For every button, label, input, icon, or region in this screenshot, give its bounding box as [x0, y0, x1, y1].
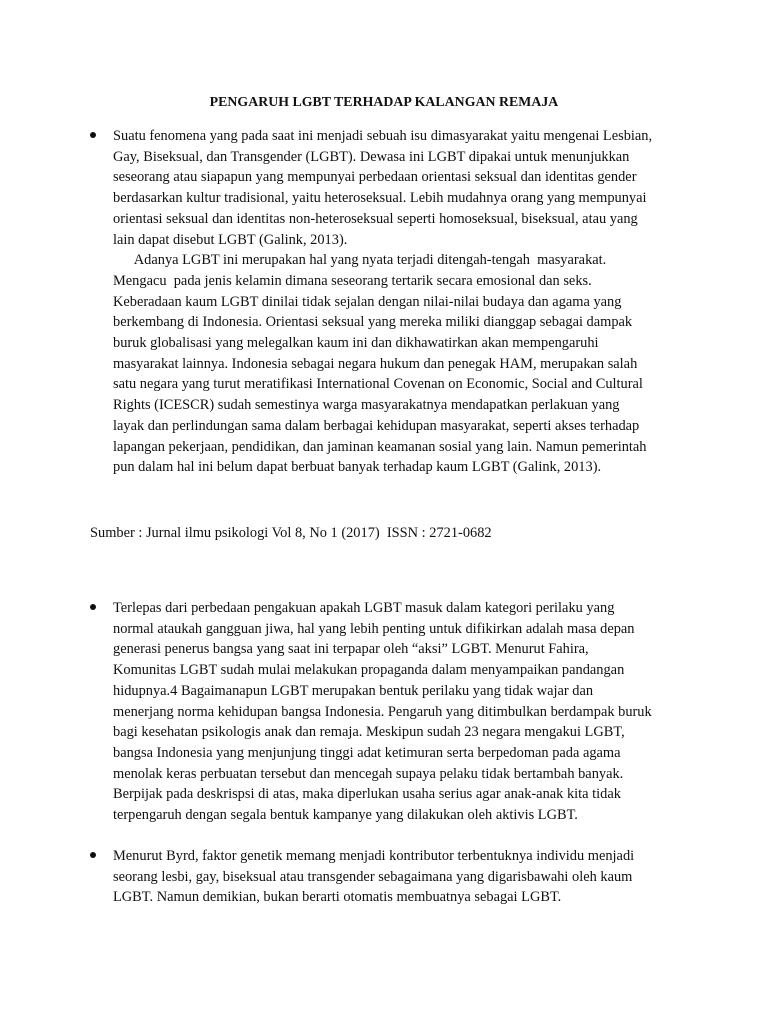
text-line: orientasi seksual dan identitas non-heteroseksual seperti homoseksual, biseksual, atau yang — [113, 210, 638, 227]
text-line: berkembang di Indonesia. Orientasi seksual yang mereka miliki dianggap sebagai dampak — [113, 314, 633, 331]
bullet-paragraph-1 — [113, 126, 688, 478]
bullet-icon — [90, 852, 96, 858]
source-citation: Sumber : Jurnal ilmu psikologi Vol 8, No 1 (2017) ISSN : 2721-0682 — [90, 525, 492, 541]
text-line: Suatu fenomena yang pada saat ini menjadi sebuah isu dimasyarakat yaitu mengenai Lesbian, — [113, 128, 653, 144]
text-line: terpengaruh dengan segala bentuk kampanye yang dilakukan oleh aktivis LGBT. — [113, 807, 578, 824]
text-line: lain dapat disebut LGBT (Galink, 2013). — [113, 231, 348, 248]
text-line: Komunitas LGBT sudah mulai melakukan propaganda dalam menyampaikan pandangan — [113, 662, 625, 679]
bullet-icon — [90, 604, 96, 610]
text-line: bangsa Indonesia yang menjunjung tinggi adat ketimuran serta berpedoman pada agama — [113, 744, 621, 761]
bullet-icon — [90, 132, 96, 138]
text-line: pun dalam hal ini belum dapat berbuat banyak terhadap kaum LGBT (Galink, 2013). — [113, 459, 602, 476]
text-line: LGBT. Namun demikian, bukan berarti otomatis membuatnya sebagai LGBT. — [113, 889, 562, 906]
text-line: seorang lesbi, gay, biseksual atau transgender sebagaimana yang digarisbawahi oleh kaum — [113, 868, 633, 885]
text-line: Terlepas dari perbedaan pengakuan apakah LGBT masuk dalam kategori perilaku yang — [113, 600, 615, 616]
text-line: Keberadaan kaum LGBT dinilai tidak sejalan dengan nilai-nilai budaya dan agama yang — [113, 293, 622, 310]
text-line: menolak keras perbuatan tersebut dan mencegah supaya pelaku tidak bertambah banyak. — [113, 765, 624, 782]
text-line: Menurut Byrd, faktor genetik memang menjadi kontributor terbentuknya individu menjadi — [113, 848, 635, 864]
text-line: Gay, Biseksual, dan Transgender (LGBT). Dewasa ini LGBT dipakai untuk menunjukkan — [113, 148, 630, 165]
text-line: berdasarkan kultur tradisional, yaitu heteroseksual. Lebih mudahnya orang yang mempunyai — [113, 190, 647, 207]
text-line: seseorang atau siapapun yang mempunyai perbedaan orientasi seksual dan identitas gender — [113, 169, 637, 186]
text-line: Berpijak pada deskrispsi di atas, maka diperlukan usaha serius agar anak-anak kita tidak — [113, 786, 621, 803]
text-line: Adanya LGBT ini merupakan hal yang nyata terjadi ditengah-tengah masyarakat. — [113, 252, 607, 269]
text-line: Rights (ICESCR) sudah semestinya warga masyarakatnya mendapatkan perlakuan yang — [113, 397, 620, 414]
text-line: normal ataukah gangguan jiwa, hal yang lebih penting untuk difikirkan adalah masa depan — [113, 620, 635, 637]
text-line: masyarakat lainnya. Indonesia sebagai negara hukum dan penegak HAM, merupakan salah — [113, 355, 638, 372]
text-line: layak dan perlindungan sama dalam berbagai kehidupan masyarakat, seperti akses terhadap — [113, 417, 640, 434]
text-line: lapangan pekerjaan, pendidikan, dan jaminan keamanan sosial yang lain. Namun pemerintah — [113, 438, 647, 455]
text-line: generasi penerus bangsa yang saat ini terpapar oleh “aksi” LGBT. Menurut Fahira, — [113, 641, 589, 658]
text-line: satu negara yang turut meratifikasi International Covenan on Economic, Social and Cultural — [113, 376, 643, 393]
text-line: bagi kesehatan psikologis anak dan remaja. Meskipun sudah 23 negara mengakui LGBT, — [113, 724, 625, 741]
text-line: hidupnya.4 Bagaimanapun LGBT merupakan bentuk perilaku yang tidak wajar dan — [113, 682, 594, 699]
bullet-paragraph-2 — [113, 598, 688, 826]
text-line: Mengacu pada jenis kelamin dimana seseorang tertarik secara emosional dan seks. — [113, 272, 592, 289]
text-line: buruk globalisasi yang melegalkan kaum ini dan dikhawatirkan akan mempengaruhi — [113, 335, 599, 352]
bullet-paragraph-3 — [113, 846, 688, 908]
text-line: menerjang norma kehidupan bangsa Indonesia. Pengaruh yang ditimbulkan berdampak buruk — [113, 703, 652, 720]
document-title: PENGARUH LGBT TERHADAP KALANGAN REMAJA — [209, 94, 559, 109]
